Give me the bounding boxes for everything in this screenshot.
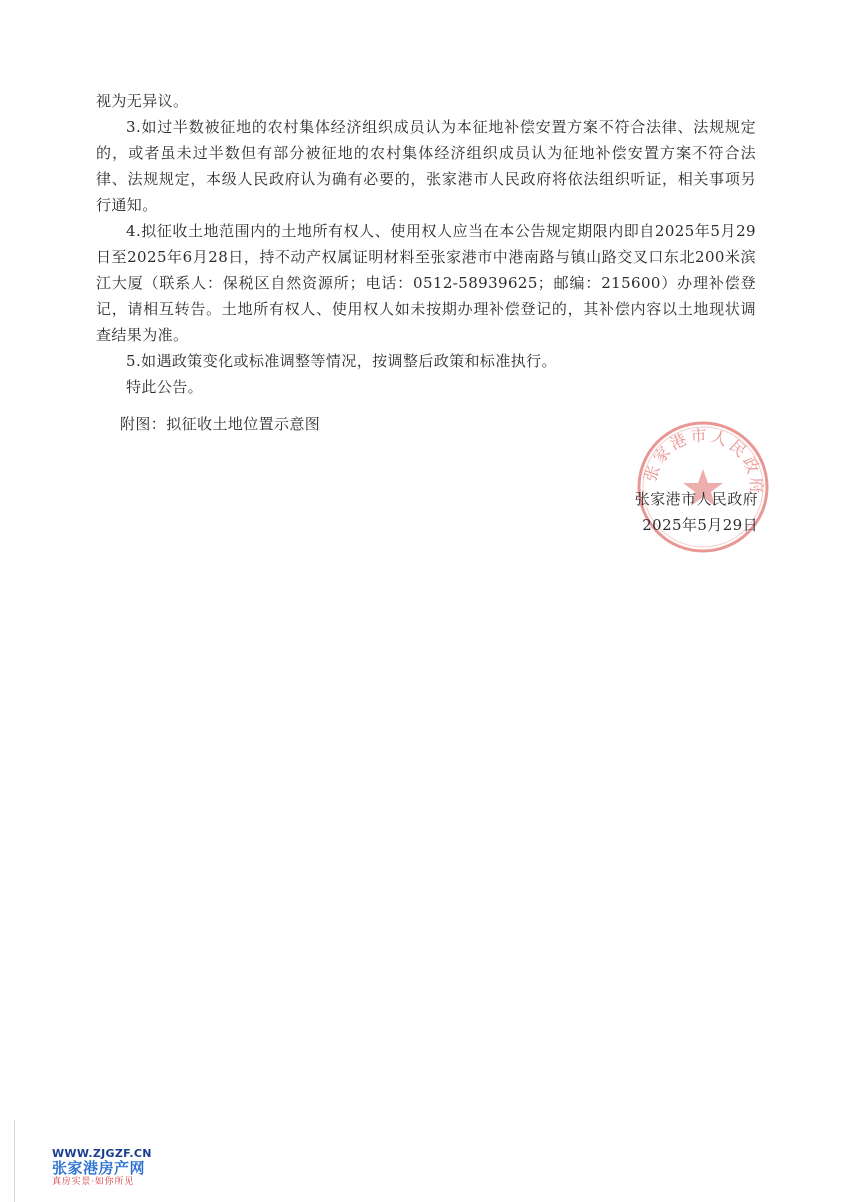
watermark-logo: [52, 1147, 212, 1188]
paragraph-continuation: 视为无异议。: [96, 92, 189, 110]
watermark-url: WWW.ZJGZF.CN: [52, 1147, 152, 1160]
seal-text: 张家港市人民政府: [640, 425, 767, 497]
issuer-name: 张家港市人民政府: [634, 490, 758, 508]
watermark-brand: 张家港房产网: [52, 1159, 146, 1177]
paragraph-item-4: 4.拟征收土地范围内的土地所有权人、使用权人应当在本公告规定期限内即自2025年5月29日至2025年6月28日，持不动产权属证明材料至张家港市中港南路与镇山路交叉口东北200米滨江大厦（联系人：保税区自然资源所；电话：0512-58939625；邮编：215600）办理补偿登记，请相互转告。土地所有权人、使用权人如未按期办理补偿登记的，其补偿内容以土地现状调查结果为准。: [96, 222, 756, 344]
closing-line: 特此公告。: [126, 378, 204, 396]
signature-block: [635, 486, 758, 538]
watermark-slogan: 真房实景·如你所见: [52, 1177, 135, 1187]
paragraph-item-3: 3.如过半数被征地的农村集体经济组织成员认为本征地补偿安置方案不符合法律、法规规定的，或者虽未过半数但有部分被征地的农村集体经济组织成员认为征地补偿安置方案不符合法律、法规规定，本级人民政府认为确有必要的，张家港市人民政府将依法组织听证，相关事项另行通知。: [96, 118, 756, 214]
page-edge-line: [14, 1120, 15, 1202]
issue-date: 2025年5月29日: [642, 516, 758, 534]
appendix-caption: 附图：拟征收土地位置示意图: [120, 415, 321, 433]
paragraph-item-5: 5.如遇政策变化或标准调整等情况，按调整后政策和标准执行。: [126, 352, 557, 370]
document-body: [96, 88, 756, 400]
